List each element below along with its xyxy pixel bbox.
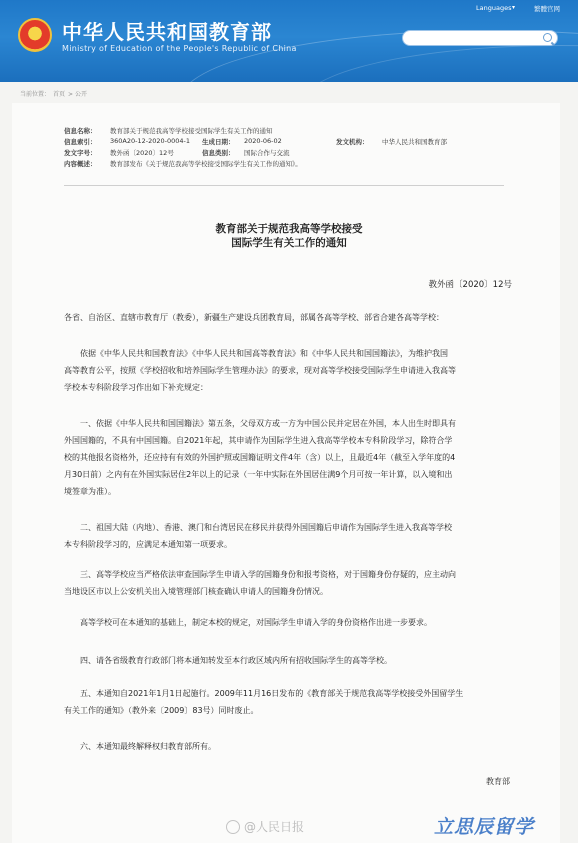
meta-row xyxy=(64,126,504,137)
breadcrumb xyxy=(20,89,90,98)
weibo-watermark: @人民日报 xyxy=(244,820,305,834)
meta-value: 2020-06-02 xyxy=(244,137,282,145)
paragraph-line: 高等教育公平，按照《学校招收和培养国际学生管理办法》的要求，现对高等学校接受国际学生申请进入我高等 xyxy=(64,366,456,375)
meta-value: 教育部发布《关于规范我高等学校接受国际学生有关工作的通知》。 xyxy=(110,160,302,168)
meta-row xyxy=(64,159,504,170)
meta-key: 信息索引： xyxy=(64,138,97,146)
paragraph-line: 五、本通知自2021年1月1日起施行。2009年11月16日发布的《教育部关于规范我高等学校接受外国留学生 xyxy=(64,689,464,698)
paragraph-line: 二、祖国大陆（内地）、香港、澳门和台湾居民在移民并获得外国国籍后申请作为国际学生进入我高等学校 xyxy=(64,523,452,532)
paragraph-line: 有关工作的通知》（教外来〔2009〕83号）同时废止。 xyxy=(64,706,259,715)
meta-key: 发文字号： xyxy=(64,149,97,157)
site-subtitle: Ministry of Education of the People's Republic of China xyxy=(62,44,297,53)
paragraph-line: 外国国籍的，不具有中国国籍。自2021年起，其申请作为国际学生进入我高等学校本专科阶段学习，除符合学 xyxy=(64,436,453,445)
site-header xyxy=(0,0,578,82)
paragraph-line: 高等学校可在本通知的基础上，制定本校的规定，对国际学生申请入学的身份资格作出进一步要求。 xyxy=(64,618,432,627)
paragraph-line: 当地设区市以上公安机关出入境管理部门核查确认申请人的国籍身份情况。 xyxy=(64,587,328,596)
languages-link[interactable]: Languages xyxy=(476,4,512,12)
meta-value: 360A20-12-2020-0004-1 xyxy=(110,137,190,145)
chevron-down-icon[interactable]: ▾ xyxy=(512,4,516,11)
meta-row xyxy=(64,148,504,159)
meta-key: 信息类别： xyxy=(202,149,235,157)
paragraph-line: 三、高等学校应当严格依法审查国际学生申请入学的国籍身份和报考资格，对于国籍身份存疑的，应主动向 xyxy=(64,570,456,579)
site-title[interactable]: 中华人民共和国教育部 xyxy=(62,20,272,44)
weibo-watermark-icon xyxy=(226,820,240,834)
meta-row xyxy=(64,137,504,148)
paragraph-line: 四、请各省级教育行政部门将本通知转发至本行政区域内所有招收国际学生的高等学校。 xyxy=(64,656,392,665)
meta-key: 生成日期： xyxy=(202,138,235,146)
document-title: 教育部关于规范我高等学校接受 xyxy=(215,223,363,235)
document-title: 国际学生有关工作的通知 xyxy=(231,237,347,249)
paragraph-line: 本专科阶段学习的，应满足本通知第一项要求。 xyxy=(64,540,232,549)
paragraph-line: 月30日前）之内有在外国实际居住2年以上的记录（一年中实际在外国居住满9个月可按一年计算，以入境和出 xyxy=(64,470,453,479)
meta-value: 中华人民共和国教育部 xyxy=(382,138,447,146)
paragraph-line: 境签章为准）。 xyxy=(64,487,116,496)
breadcrumb-label: 当前位置： xyxy=(20,91,51,98)
meta-value: 教外函〔2020〕12号 xyxy=(110,149,174,157)
national-emblem-icon[interactable] xyxy=(18,18,52,52)
search-input[interactable] xyxy=(402,30,558,46)
paragraph-line: 六、本通知最终解释权归教育部所有。 xyxy=(64,742,216,751)
traditional-chinese-link[interactable]: 繁體官网 xyxy=(534,5,560,13)
paragraph-line: 依据《中华人民共和国教育法》《中华人民共和国高等教育法》和《中华人民共和国国籍法》，为维护我国 xyxy=(64,349,448,358)
meta-value: 国际合作与交流 xyxy=(244,149,290,157)
meta-value: 教育部关于规范我高等学校接受国际学生有关工作的通知 xyxy=(110,127,273,135)
meta-key: 发文机构： xyxy=(336,138,369,146)
breadcrumb-home-link[interactable]: 首页 xyxy=(53,91,66,98)
document-number: 教外函〔2020〕12号 xyxy=(428,280,512,290)
divider xyxy=(64,185,504,186)
search-icon[interactable] xyxy=(543,33,552,42)
paragraph-line: 一、依据《中华人民共和国国籍法》第五条，父母双方或一方为中国公民并定居在外国，本人出生时即具有 xyxy=(64,419,456,428)
breadcrumb-current[interactable]: > 公开 xyxy=(68,91,87,98)
signature: 教育部 xyxy=(486,777,510,786)
brand-watermark-logo: 立思辰留学 xyxy=(434,816,535,838)
meta-key: 信息名称： xyxy=(64,127,97,135)
paragraph-line: 学校本专科阶段学习作出如下补充规定： xyxy=(64,383,208,392)
document-metadata xyxy=(64,126,504,170)
paragraph-line: 校的其他报名资格外，还应持有有效的外国护照或国籍证明文件4年（含）以上，且最近4年（截至入学年度的4 xyxy=(64,453,456,462)
meta-key: 内容概述： xyxy=(64,160,97,168)
addressee: 各省、自治区、直辖市教育厅（教委），新疆生产建设兵团教育局，部属各高等学校、部省合建各高等学校： xyxy=(64,313,444,322)
